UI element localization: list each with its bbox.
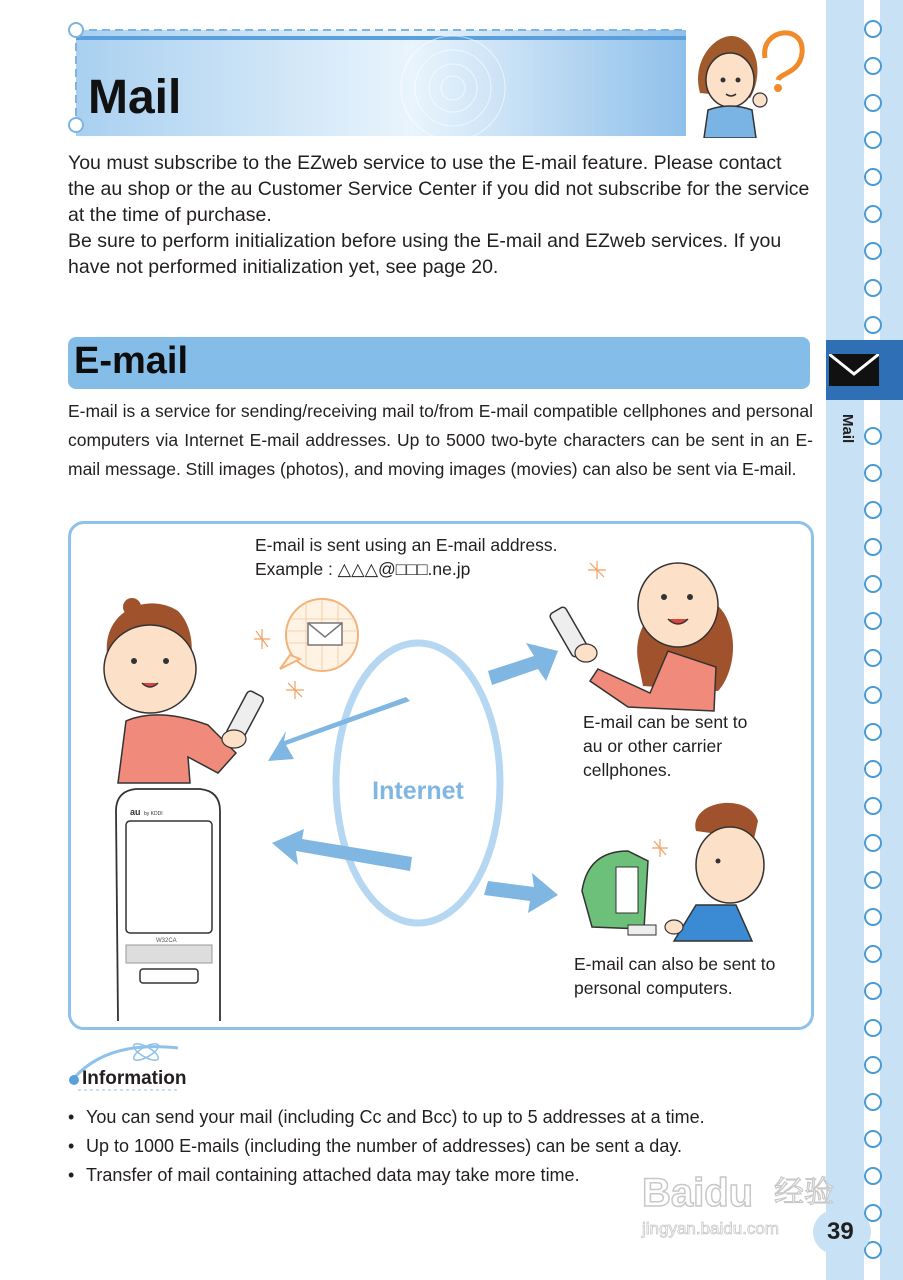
svg-text:Baidu: Baidu <box>642 1171 754 1215</box>
arrow-to-computer-user <box>484 873 558 913</box>
sender-girl-illustration <box>104 598 265 783</box>
information-heading: Information <box>82 1068 187 1089</box>
mail-section-tab <box>826 340 903 400</box>
au-cellphone-illustration <box>116 789 220 1021</box>
intro-paragraph-subscription: You must subscribe to the EZweb service to use the E-mail feature. Please contact the au shop or the au Customer Service Center if you did not subscribe for the service at the time of purchase. <box>68 152 810 226</box>
email-section-heading: E-mail <box>74 340 189 382</box>
address-caption: E-mail is sent using an E-mail address. Example : △△△@□□□.ne.jp <box>255 535 558 579</box>
phone-model-text: W32CA <box>156 938 177 944</box>
page-number: 39 <box>813 1210 871 1254</box>
guide-character-illustration <box>690 18 810 138</box>
page-title: Mail <box>88 71 182 124</box>
mail-bubble <box>280 599 358 671</box>
pc-caption: E-mail can also be sent to personal computers. <box>574 954 776 998</box>
internet-label: Internet <box>372 777 464 805</box>
cellphone-caption: E-mail can be sent to au or other carrier cellphones. <box>583 712 748 780</box>
intro-paragraph-initialization: Be sure to perform initialization before using the E-mail and EZweb services. If you have not performed initialization yet, see page 20. <box>68 230 782 278</box>
svg-text:jingyan.baidu.com: jingyan.baidu.com <box>642 1219 780 1238</box>
svg-text:经验: 经验 <box>774 1175 834 1210</box>
svg-text:by KDDI: by KDDI <box>144 811 163 817</box>
arrow-to-phone-user <box>488 643 558 685</box>
receiver-girl-illustration <box>549 563 733 711</box>
information-item: • You can send your mail (including Cc and Bcc) to up to 5 addresses at a time. <box>68 1103 705 1132</box>
intro-text <box>68 150 813 280</box>
email-description: E-mail is a service for sending/receiving mail to/from E-mail compatible cellphones and personal computers via Internet E-mail addresses. Up to 5000 two-byte characters can be sent in an E-mail message. Still images (photos), and moving images (movies) can also be sent via E-mail. <box>68 401 813 479</box>
information-item: • Up to 1000 E-mails (including the number of addresses) can be sent a day. <box>68 1132 705 1161</box>
envelope-icon <box>829 354 879 386</box>
computer-user-illustration <box>582 803 764 941</box>
information-item: • Transfer of mail containing attached data may take more time. <box>68 1161 705 1190</box>
phone-brand-text: au <box>130 807 141 817</box>
side-section-label: Mail <box>839 414 856 444</box>
binder-rings <box>862 0 886 1280</box>
information-list <box>68 1103 705 1190</box>
